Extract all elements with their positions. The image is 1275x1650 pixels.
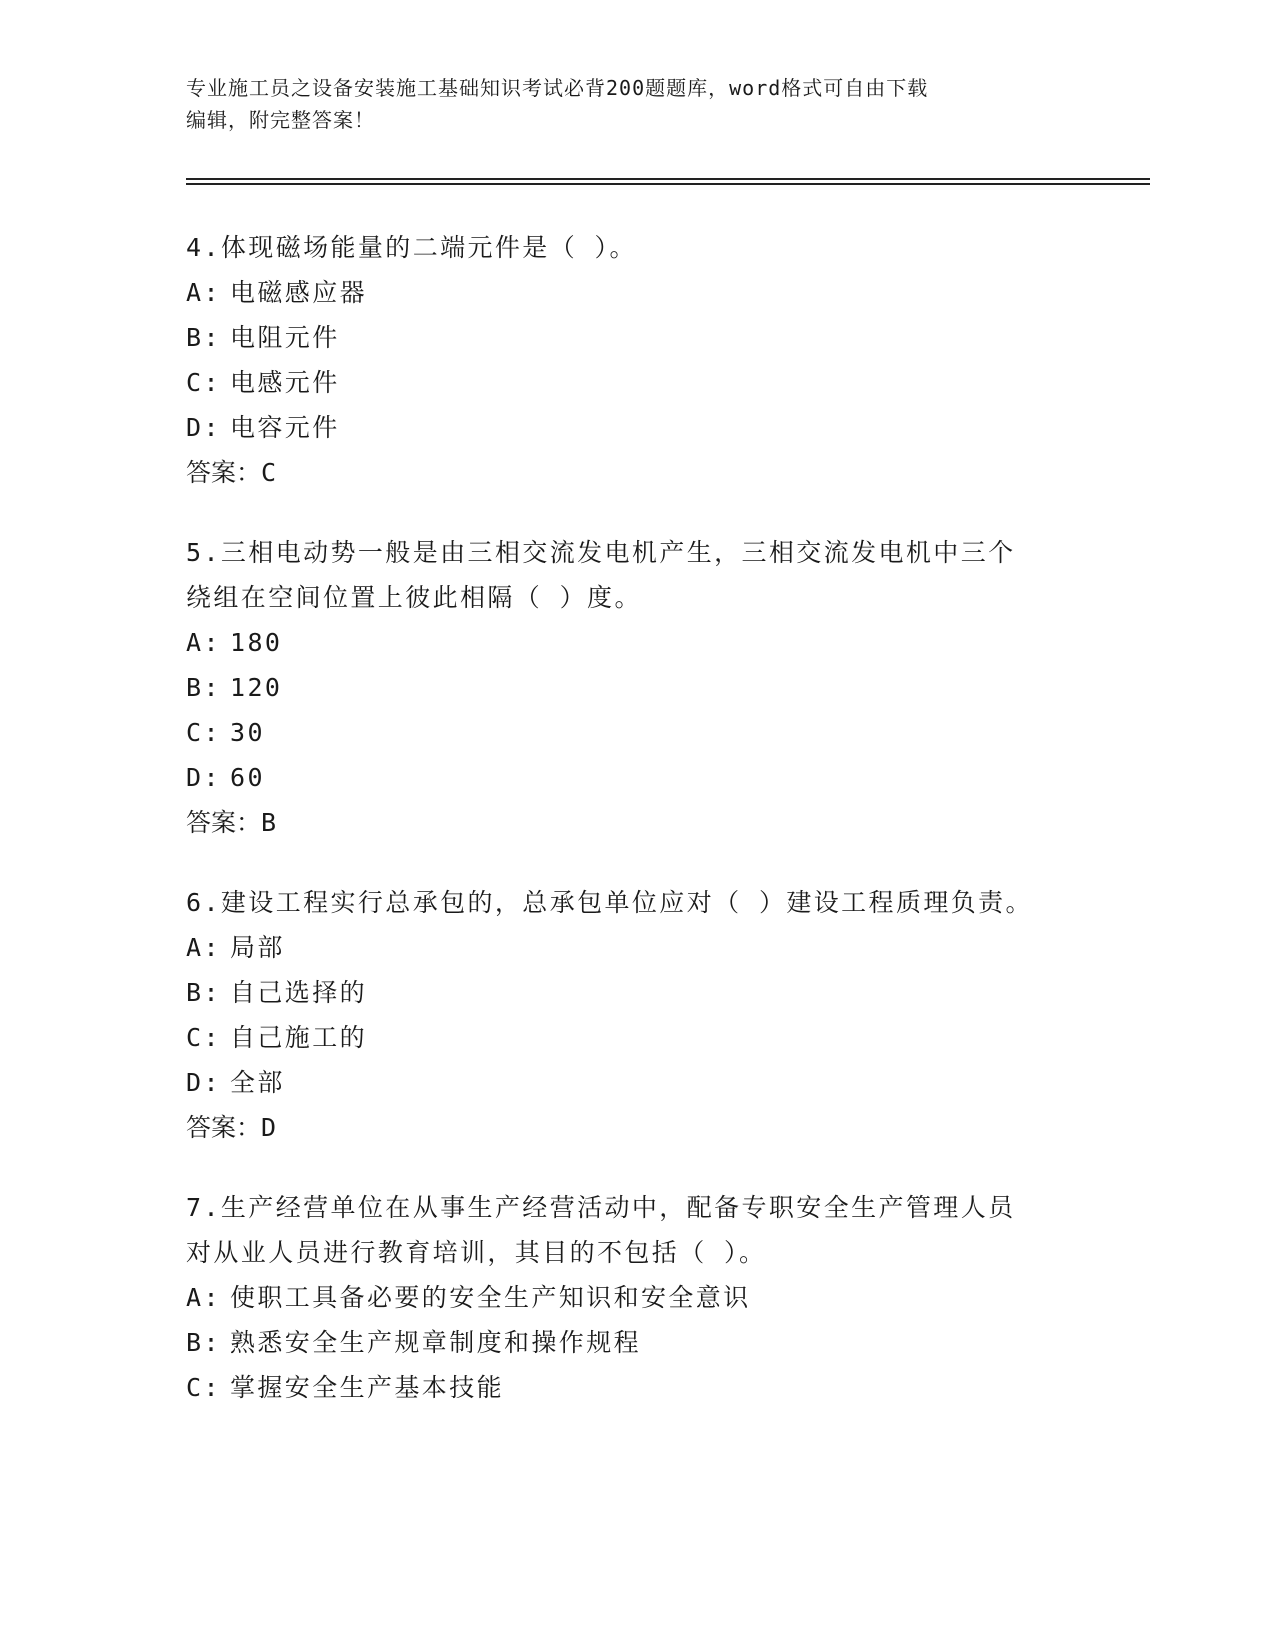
option-b: B: 熟悉安全生产规章制度和操作规程 bbox=[186, 1328, 642, 1357]
answer-value: D bbox=[261, 1113, 277, 1142]
option-a: A: 180 bbox=[186, 628, 283, 657]
question-stem: 6.建设工程实行总承包的，总承包单位应对（ ）建设工程质理负责。 bbox=[186, 888, 1033, 917]
answer-line: 答案：C bbox=[186, 458, 277, 487]
question-stem: 4.体现磁场能量的二端元件是（ ）。 bbox=[186, 233, 637, 262]
question-4 bbox=[186, 225, 1086, 495]
option-c: C: 掌握安全生产基本技能 bbox=[186, 1373, 505, 1402]
question-stem: 7.生产经营单位在从事生产经营活动中，配备专职安全生产管理人员 对从业人员进行教育培训，其目的不包括（ ）。 bbox=[186, 1193, 1016, 1267]
option-d: D: 全部 bbox=[186, 1068, 285, 1097]
option-c: C: 电感元件 bbox=[186, 368, 340, 397]
option-b: B: 自己选择的 bbox=[186, 978, 368, 1007]
header-divider-bottom bbox=[186, 183, 1150, 185]
header-line-1: 专业施工员之设备安装施工基础知识考试必背200题题库，word格式可自由下载 bbox=[186, 76, 929, 100]
header-divider-top bbox=[186, 178, 1150, 180]
document-header bbox=[186, 72, 1066, 136]
question-6 bbox=[186, 880, 1086, 1150]
answer-value: C bbox=[261, 458, 277, 487]
option-a: A: 电磁感应器 bbox=[186, 278, 368, 307]
option-d: D: 电容元件 bbox=[186, 413, 340, 442]
answer-value: B bbox=[261, 808, 277, 837]
option-a: A: 使职工具备必要的安全生产知识和安全意识 bbox=[186, 1283, 751, 1312]
answer-line: 答案：B bbox=[186, 808, 277, 837]
option-c: C: 30 bbox=[186, 718, 265, 747]
option-b: B: 120 bbox=[186, 673, 283, 702]
question-stem: 5.三相电动势一般是由三相交流发电机产生，三相交流发电机中三个 绕组在空间位置上彼此相隔（ ）度。 bbox=[186, 538, 1016, 612]
header-line-2: 编辑，附完整答案！ bbox=[186, 108, 375, 132]
question-5 bbox=[186, 530, 1086, 845]
option-d: D: 60 bbox=[186, 763, 265, 792]
question-7 bbox=[186, 1185, 1086, 1410]
answer-line: 答案：D bbox=[186, 1113, 277, 1142]
option-a: A: 局部 bbox=[186, 933, 285, 962]
option-b: B: 电阻元件 bbox=[186, 323, 340, 352]
option-c: C: 自己施工的 bbox=[186, 1023, 368, 1052]
